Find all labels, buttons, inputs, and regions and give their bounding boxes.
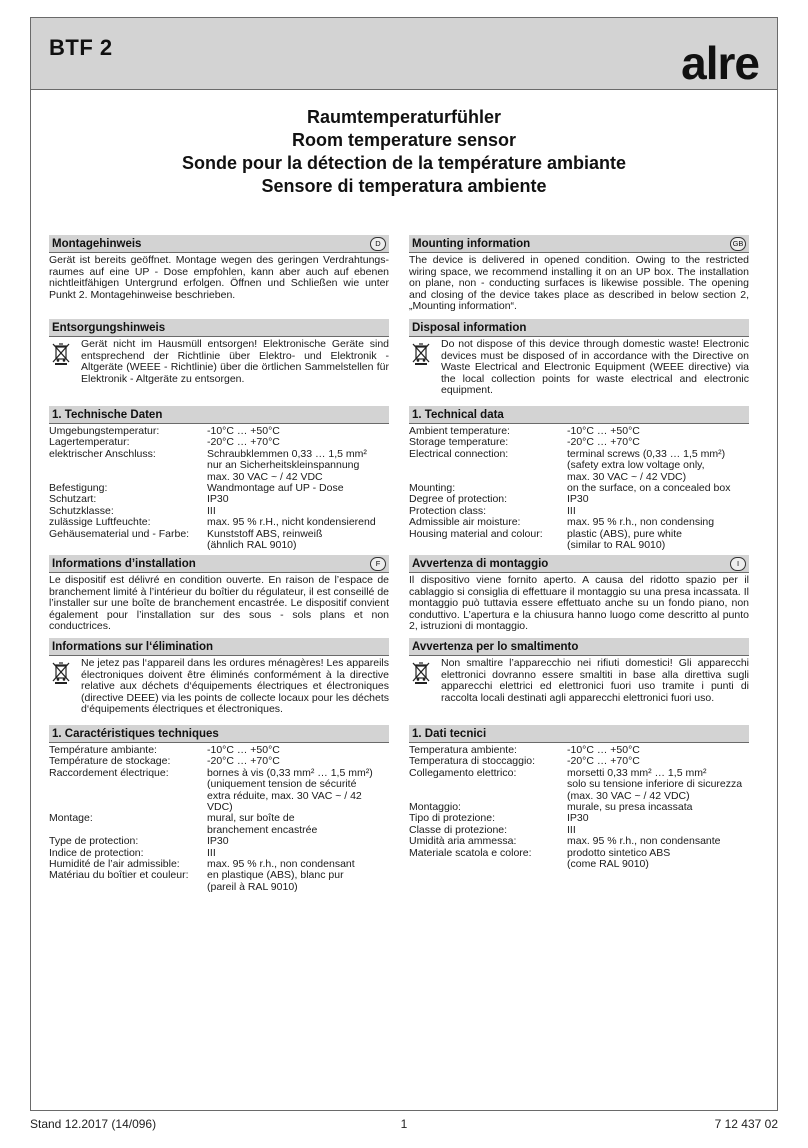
spec-key: Type de protection:: [49, 835, 139, 848]
section-title: Informations d’installation: [52, 558, 196, 570]
title-it: Sensore di temperatura ambiente: [261, 176, 547, 196]
spec-value: -10°C … +50°C: [207, 744, 280, 756]
title-fr: Sonde pour la détection de la température ambiante: [181, 153, 627, 173]
spec-key: Montage:: [49, 812, 93, 825]
section-text: Do not dispose of this device through domestic waste! Electronic devices must be disposed of in accordance with the Directive on Waste Electrical and Electronic Equipment (WEEE directive) via the local collection points for waste electrical and electronic equipment.: [441, 338, 749, 397]
footer: [30, 1117, 778, 1133]
spec-row: [409, 517, 749, 528]
spec-row: [49, 791, 389, 814]
section-title: Mounting information: [412, 238, 531, 250]
section-title: Entsorgungshinweis: [52, 322, 166, 334]
section-heading: [49, 235, 389, 253]
spec-value: (uniquement tension de sécurité: [207, 778, 357, 791]
de-mounting-section: [49, 235, 389, 301]
spec-value: on the surface, on a concealed box: [567, 482, 731, 495]
language-badge: D: [370, 237, 386, 251]
spec-key: Housing material and colour:: [409, 527, 543, 540]
section-heading: [409, 406, 749, 424]
section-title: 1. Technische Daten: [52, 409, 163, 421]
spec-value: en plastique (ABS), blanc pur: [207, 869, 344, 882]
document-number: 7 12 437 02: [714, 1117, 778, 1131]
fr-tech-section: [49, 725, 389, 893]
section-title: 1. Technical data: [412, 409, 504, 421]
spec-value: IP30: [567, 493, 589, 506]
de-disposal-section: [49, 319, 389, 385]
spec-value: (pareil à RAL 9010): [207, 880, 298, 893]
section-text: Le dispositif est délivré en condition ouverte. En raison de l’espace de branchement limité à l’intérieur du boîtier du régulateur, il est conseillé de l’installer sur une boîte de branchement encastrée. Le dispositif convient également pour l’installation sur des sous - sols plans et non conductrices.: [49, 574, 389, 633]
spec-value: murale, su presa incassata: [567, 801, 693, 814]
spec-key: Lagertemperatur:: [49, 436, 130, 449]
title-de: Raumtemperaturfühler: [306, 107, 502, 127]
spec-key: Collegamento elettrico:: [409, 766, 517, 779]
spec-value: IP30: [207, 835, 229, 848]
spec-key: Temperatura di stoccaggio:: [409, 755, 536, 768]
spec-key: zulässige Luftfeuchte:: [49, 516, 151, 529]
section-text: Non smaltire l’apparecchio nei rifiuti domestici! Gli apparecchi elettronici dovranno essere smaltiti in base alla direttiva sugli apparecchi elettrici ed elettronici fuori uso tramite i punti di raccolta locali destinati agli apparecchi elettronici fuori uso.: [441, 657, 749, 704]
spec-key: [409, 460, 567, 471]
spec-row: [49, 540, 389, 551]
spec-row: [49, 460, 389, 471]
spec-value: max. 95 % r.h., non condensante: [567, 835, 721, 848]
section-title: Informations sur l‘élimination: [52, 641, 214, 653]
spec-value: branchement encastrée: [207, 823, 318, 836]
section-body: [409, 656, 749, 704]
spec-value: III: [207, 846, 216, 859]
section-heading: [49, 725, 389, 743]
it-mounting-section: [409, 555, 749, 633]
section-body: [49, 337, 389, 385]
spec-value: III: [207, 504, 216, 517]
section-title: Avvertenza per lo smaltimento: [412, 641, 579, 653]
en-disposal-section: [409, 319, 749, 397]
spec-value: terminal screws (0,33 … 1,5 mm²): [567, 447, 726, 460]
spec-key: Umidità aria ammessa:: [409, 835, 517, 848]
spec-value: -10°C … +50°C: [567, 425, 640, 437]
section-heading: [409, 638, 749, 656]
spec-key: Température ambiante:: [49, 744, 157, 756]
spec-key: Gehäusematerial und - Farbe:: [49, 527, 190, 540]
spec-row: [409, 540, 749, 551]
spec-value: IP30: [207, 493, 229, 506]
spec-key: Température de stockage:: [49, 755, 171, 768]
spec-key: Electrical connection:: [409, 447, 509, 460]
section-heading: [49, 406, 389, 424]
title-block: [31, 106, 777, 198]
spec-key: [49, 460, 207, 471]
spec-value: max. 95 % r.h., non condensing: [567, 516, 715, 529]
spec-value: -20°C … +70°C: [207, 755, 280, 768]
language-badge: F: [370, 557, 386, 571]
spec-value: bornes à vis (0,33 mm² … 1,5 mm²): [207, 766, 373, 779]
spec-value: -20°C … +70°C: [207, 436, 280, 449]
spec-row: [409, 460, 749, 471]
spec-value: -10°C … +50°C: [567, 744, 640, 756]
spec-key: Humidité de l’air admissible:: [49, 858, 180, 871]
spec-key: Mounting:: [409, 482, 456, 495]
spec-key: [409, 859, 567, 870]
section-text: Ne jetez pas l‘appareil dans les ordures ménagères! Les appareils électroniques doivent être éliminés conformément à la directive relative aux déchets d‘équipements électriques et électroniques (directive DEEE) via les points de collecte locaux pour les déchets d‘équipements électriques et électroniques.: [81, 657, 389, 716]
spec-value: Schraubklemmen 0,33 … 1,5 mm²: [207, 447, 367, 460]
spec-row: [49, 779, 389, 790]
spec-key: [409, 540, 567, 551]
title-en: Room temperature sensor: [291, 130, 517, 150]
crossed-bin-icon: [51, 341, 71, 365]
section-title: 1. Caractéristiques techniques: [52, 728, 219, 740]
section-body: [49, 656, 389, 716]
spec-value: max. 30 VAC ~ / 42 VDC): [567, 470, 687, 483]
spec-value: III: [567, 823, 576, 836]
it-tech-section: [409, 725, 749, 870]
section-title: Montagehinweis: [52, 238, 142, 250]
section-heading: [409, 725, 749, 743]
spec-key: [49, 779, 207, 790]
spec-key: Materiale scatola e colore:: [409, 846, 532, 859]
spec-key: elektrischer Anschluss:: [49, 447, 156, 460]
spec-row: [409, 779, 749, 790]
spec-key: Schutzklasse:: [49, 504, 114, 517]
spec-value: Wandmontage auf UP - Dose: [207, 482, 344, 495]
spec-key: Degree of protection:: [409, 493, 508, 506]
spec-value: extra réduite, max. 30 VAC ~ / 42 VDC): [207, 789, 362, 814]
section-heading: [409, 235, 749, 253]
spec-value: prodotto sintetico ABS: [567, 846, 671, 859]
spec-value: max. 95 % r.h., non condensant: [207, 858, 355, 871]
spec-value: nur an Sicherheitskleinspannung: [207, 459, 360, 472]
spec-key: [49, 882, 207, 893]
spec-value: (max. 30 VAC ~ / 42 VDC): [567, 789, 690, 802]
spec-row: [49, 882, 389, 893]
language-badge: GB: [730, 237, 746, 251]
spec-value: (safety extra low voltage only,: [567, 459, 705, 472]
spec-row: [49, 517, 389, 528]
section-text: Gerät ist bereits geöffnet. Montage wegen des geringen Verdrahtungsraumes auf eine UP - Dose empfohlen, kann aber auch auf ebenen nichtleitfähigen Untergrund erfolgen. Öffnen und Schließen wie unter Punkt 2. Montagehinweise beschrieben.: [49, 254, 389, 301]
spec-key: [49, 791, 207, 814]
spec-value: max. 30 VAC ~ / 42 VDC: [207, 470, 323, 483]
spec-value: -20°C … +70°C: [567, 436, 640, 449]
spec-value: solo su tensione inferiore di sicurezza: [567, 778, 743, 791]
section-title: Disposal information: [412, 322, 527, 334]
header-bar: [31, 18, 777, 90]
spec-row: [409, 859, 749, 870]
spec-row: [409, 836, 749, 847]
section-heading: [49, 555, 389, 573]
spec-value: III: [567, 504, 576, 517]
section-heading: [409, 555, 749, 573]
section-text: Gerät nicht im Hausmüll entsorgen! Elektronische Geräte sind entsprechend der Richtlinie über Elektro- und Elektronik - Altgeräte (WEEE - Richtlinie) über die örtlichen Sammelstellen für Elektronik - Altgeräte zu entsorgen.: [81, 338, 389, 385]
spec-key: Tipo di protezione:: [409, 812, 495, 825]
brand-logo: alre: [681, 37, 759, 89]
spec-key: [49, 540, 207, 551]
spec-key: Matériau du boîtier et couleur:: [49, 869, 189, 882]
spec-key: Admissible air moisture:: [409, 516, 521, 529]
product-code: BTF 2: [49, 35, 113, 60]
fr-mounting-section: [49, 555, 389, 633]
spec-table: [409, 743, 749, 870]
de-tech-section: [49, 406, 389, 551]
spec-key: Raccordement électrique:: [49, 766, 169, 779]
en-mounting-section: [409, 235, 749, 313]
spec-table: [49, 743, 389, 893]
crossed-bin-icon: [411, 660, 431, 684]
spec-key: Protection class:: [409, 504, 487, 517]
page-number: 1: [400, 1117, 408, 1131]
footer-version: Stand 12.2017 (14/096): [30, 1117, 157, 1131]
crossed-bin-icon: [51, 660, 71, 684]
spec-value: Kunststoff ABS, reinweiß: [207, 527, 323, 540]
spec-table: [409, 424, 749, 551]
spec-key: Temperatura ambiente:: [409, 744, 517, 756]
spec-key: Schutzart:: [49, 493, 97, 506]
spec-key: Montaggio:: [409, 801, 461, 814]
section-body: [409, 337, 749, 397]
spec-value: (come RAL 9010): [567, 858, 649, 871]
page-frame: [30, 17, 778, 1111]
section-heading: [49, 319, 389, 337]
section-title: Avvertenza di montaggio: [412, 558, 549, 570]
spec-key: Storage temperature:: [409, 436, 509, 449]
spec-value: max. 95 % r.H., nicht kondensierend: [207, 516, 376, 529]
language-badge: I: [730, 557, 746, 571]
spec-value: -10°C … +50°C: [207, 425, 280, 437]
spec-key: Classe di protezione:: [409, 823, 508, 836]
spec-value: morsetti 0,33 mm² … 1,5 mm²: [567, 766, 707, 779]
spec-row: [49, 836, 389, 847]
spec-value: (similar to RAL 9010): [567, 539, 666, 552]
section-heading: [409, 319, 749, 337]
spec-value: -20°C … +70°C: [567, 755, 640, 768]
spec-table: [49, 424, 389, 551]
section-text: Il dispositivo viene fornito aperto. A causa del ridotto spazio per il cablaggio si consiglia di effettuare il montaggio su una presa incassata. Il montaggio può tuttavia essere effettuato anche su un fondo piano, non conduttivo. L’apertura e la chiusura hanno luogo come descritto al punto 2, istruzioni di montaggio.: [409, 574, 749, 633]
spec-value: (ähnlich RAL 9010): [207, 539, 297, 552]
en-tech-section: [409, 406, 749, 551]
spec-key: [409, 779, 567, 790]
spec-key: Befestigung:: [49, 482, 108, 495]
spec-value: IP30: [567, 812, 589, 825]
spec-key: Ambient temperature:: [409, 425, 510, 437]
spec-value: mural, sur boîte de: [207, 812, 295, 825]
section-heading: [49, 638, 389, 656]
it-disposal-section: [409, 638, 749, 704]
fr-disposal-section: [49, 638, 389, 716]
spec-key: Umgebungstemperatur:: [49, 425, 160, 437]
section-text: The device is delivered in opened condition. Owing to the restricted wiring space, we recommend installing it on an UP box. The installation on plane, non - conducting surfaces is likewise possible. The opening and closing of the device takes place as described in below section 2, „Mounting information“.: [409, 254, 749, 313]
crossed-bin-icon: [411, 341, 431, 365]
section-title: 1. Dati tecnici: [412, 728, 487, 740]
spec-value: plastic (ABS), pure white: [567, 527, 682, 540]
spec-key: Indice de protection:: [49, 846, 144, 859]
